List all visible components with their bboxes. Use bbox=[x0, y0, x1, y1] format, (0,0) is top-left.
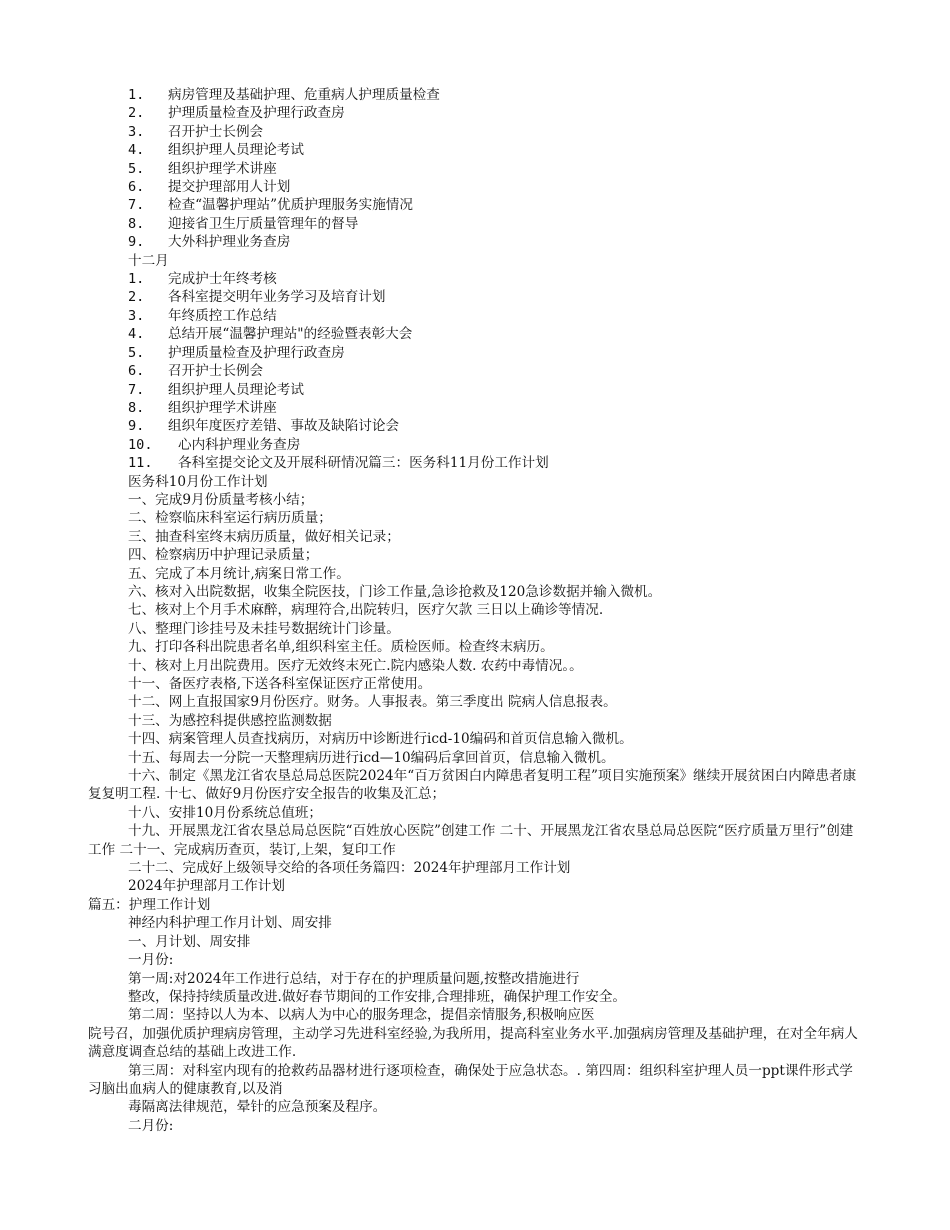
month-plan-heading: 一、月计划、周安排 bbox=[128, 933, 251, 950]
item-text: 护理质量检查及护理行政查房 bbox=[168, 105, 345, 122]
november-task-item bbox=[88, 86, 858, 104]
item-text: 组织年度医疗差错、事故及缺陷讨论会 bbox=[168, 418, 400, 435]
item-number: 8. bbox=[128, 215, 145, 232]
december-task-item bbox=[88, 325, 858, 343]
nursing-dept-plan-title: 2024年护理部月工作计划 bbox=[128, 878, 285, 895]
december-task-item bbox=[88, 362, 858, 380]
medical-task-item: 十三、为感控科提供感控监测数据 bbox=[128, 712, 332, 729]
item-number: 6. bbox=[128, 179, 145, 196]
medical-task-item: 十二、网上直报国家9月份医疗。财务。人事报表。第三季度出 院病人信息报表。 bbox=[128, 694, 617, 711]
item-number: 9. bbox=[128, 234, 145, 251]
medical-task-22: 二十二、完成好上级领导交给的各项任务篇四：2024年护理部月工作计划 bbox=[128, 860, 571, 877]
medical-task-item: 十、核对上月出院费用。医疗无效终末死亡.院内感染人数. 农药中毒情况。。 bbox=[128, 657, 583, 674]
item-text: 组织护理人员理论考试 bbox=[168, 381, 304, 398]
medical-task-item: 二、检察临床科室运行病历质量； bbox=[128, 510, 332, 527]
medical-dept-plan-title: 医务科10月份工作计划 bbox=[128, 473, 268, 490]
week-two-text: 第二周：坚持以人为本、以病人为中心的服务理念，提倡亲情服务,积极响应医 bbox=[128, 1007, 595, 1024]
medical-task-item: 十一、备医疗表格,下送各科室保证医疗正常使用。 bbox=[128, 676, 432, 692]
item-number: 8. bbox=[128, 399, 145, 416]
december-task-item bbox=[88, 381, 858, 399]
week-two-text-cont: 院号召，加强优质护理病房管理，主动学习先进科室经验,为我所用，提高科室业务水平.加强病房管理及基础护理，在对全年病人满意度调查总结的基础上改进工作. bbox=[88, 1025, 858, 1061]
january-label: 一月份: bbox=[128, 952, 174, 969]
item-number: 3. bbox=[128, 123, 145, 140]
november-task-item bbox=[88, 160, 858, 178]
item-text: 总结开展“温馨护理站"的经验暨表彰大会 bbox=[168, 326, 413, 343]
item-text: 各科室提交论文及开展科研情况篇三：医务科11月份工作计划 bbox=[178, 455, 549, 472]
item-text: 组织护理学术讲座 bbox=[168, 160, 277, 177]
december-task-item bbox=[88, 270, 858, 288]
item-number: 2. bbox=[128, 105, 145, 122]
item-number: 10. bbox=[128, 436, 153, 453]
item-text: 检查“温馨护理站”优质护理服务实施情况 bbox=[168, 197, 413, 214]
november-task-item bbox=[88, 215, 858, 233]
item-number: 4. bbox=[128, 142, 145, 159]
december-task-item bbox=[88, 288, 858, 306]
medical-task-item: 八、整理门诊挂号及未挂号数据统计门诊量。 bbox=[128, 620, 400, 637]
medical-task-item: 三、抽查科室终末病历质量，做好相关记录； bbox=[128, 528, 400, 545]
week-one-text-cont: 整改，保持持续质量改进.做好春节期间的工作安排,合理排班，确保护理工作安全。 bbox=[128, 988, 627, 1005]
december-task-item bbox=[88, 399, 858, 417]
november-task-item bbox=[88, 178, 858, 196]
medical-task-item: 六、核对入出院数据，收集全院医技，门诊工作量,急诊抢救及120急诊数据并输入微机。 bbox=[128, 583, 662, 600]
december-task-item bbox=[88, 307, 858, 325]
medical-task-item: 十五、每周去一分院一天整理病历进行icd—10编码后拿回首页，信息输入微机。 bbox=[128, 749, 615, 766]
item-number: 2. bbox=[128, 289, 145, 306]
item-number: 7. bbox=[128, 197, 145, 214]
item-text: 病房管理及基础护理、危重病人护理质量检查 bbox=[168, 87, 440, 103]
item-number: 5. bbox=[128, 160, 145, 177]
medical-task-16-17: 十六、制定《黑龙江省农垦总局总医院2024年“百万贫困白内障患者复明工程”项目实施预案》继续开展贫困白内障患者康复复明工程. 十七、做好9月份医疗安全报告的收集及汇总； bbox=[88, 768, 857, 803]
november-task-item bbox=[88, 104, 858, 122]
neurology-plan-title: 神经内科护理工作月计划、周安排 bbox=[128, 915, 332, 932]
item-text: 心内科护理业务查房 bbox=[178, 436, 301, 453]
item-number: 3. bbox=[128, 307, 145, 324]
item-text: 召开护士长例会 bbox=[168, 363, 264, 380]
item-text: 提交护理部用人计划 bbox=[168, 179, 291, 196]
item-number: 5. bbox=[128, 344, 145, 361]
november-task-item bbox=[88, 196, 858, 214]
item-text: 组织护理人员理论考试 bbox=[168, 142, 304, 159]
item-text: 大外科护理业务查房 bbox=[168, 234, 291, 251]
medical-task-item: 四、检察病历中护理记录质量； bbox=[128, 547, 319, 564]
december-task-list bbox=[88, 270, 858, 472]
week-one-text: 第一周:对2024年工作进行总结，对于存在的护理质量问题,按整改措施进行 bbox=[128, 970, 580, 987]
week-three-four-text: 第三周：对科室内现有的抢救药品器材进行逐项检查，确保处于应急状态。. 第四周：组织科室护理人员一ppt课件形式学习脑出血病人的健康教育,以及消 bbox=[88, 1062, 853, 1097]
item-number: 7. bbox=[128, 381, 145, 398]
item-text: 各科室提交明年业务学习及培育计划 bbox=[168, 289, 386, 306]
february-label: 二月份: bbox=[128, 1117, 174, 1134]
november-task-item bbox=[88, 233, 858, 251]
medical-task-item: 九、打印各科出院患者名单,组织科室主任。质检医师。检查终末病历。 bbox=[128, 639, 554, 656]
item-text: 召开护士长例会 bbox=[168, 123, 264, 140]
item-text: 组织护理学术讲座 bbox=[168, 399, 277, 416]
part-five-title: 篇五：护理工作计划 bbox=[88, 896, 211, 913]
december-heading: 十二月 bbox=[128, 252, 169, 269]
item-text: 迎接省卫生厅质量管理年的督导 bbox=[168, 215, 359, 232]
medical-task-item: 一、完成9月份质量考核小结； bbox=[128, 491, 314, 508]
medical-task-18: 十八、安排10月份系统总值班； bbox=[128, 804, 323, 821]
december-task-item bbox=[88, 417, 858, 435]
item-number: 4. bbox=[128, 326, 145, 343]
item-text: 完成护士年终考核 bbox=[168, 271, 277, 288]
item-number: 9. bbox=[128, 418, 145, 435]
november-task-item bbox=[88, 123, 858, 141]
item-text: 年终质控工作总结 bbox=[168, 307, 277, 324]
november-task-list bbox=[88, 86, 858, 252]
medical-task-item: 七、核对上个月手术麻醉，病理符合,出院转归，医疗欠款 三日以上确诊等情况. bbox=[128, 602, 604, 619]
item-number: 1. bbox=[128, 87, 145, 103]
item-number: 11. bbox=[128, 455, 153, 472]
november-task-item bbox=[88, 141, 858, 159]
medical-task-item: 五、完成了本月统计,病案日常工作。 bbox=[128, 565, 350, 582]
item-text: 护理质量检查及护理行政查房 bbox=[168, 344, 345, 361]
december-task-item bbox=[88, 344, 858, 362]
medical-task-19-21: 十九、开展黑龙江省农垦总局总医院“百姓放心医院”创建工作 二十、开展黑龙江省农垦总局总医院“医疗质量万里行”创建工作 二十一、完成病历查页，装订,上架，复印工作 bbox=[88, 823, 854, 858]
item-number: 1. bbox=[128, 271, 145, 288]
december-task-item bbox=[88, 454, 858, 472]
december-task-item bbox=[88, 436, 858, 454]
item-number: 6. bbox=[128, 363, 145, 380]
week-four-text-cont: 毒隔离法律规范，晕针的应急预案及程序。 bbox=[128, 1099, 387, 1116]
document-page bbox=[88, 86, 858, 1135]
medical-task-item: 十四、病案管理人员查找病历，对病历中诊断进行icd-10编码和首页信息输入微机。 bbox=[128, 731, 633, 748]
medical-dept-task-list bbox=[88, 491, 858, 767]
